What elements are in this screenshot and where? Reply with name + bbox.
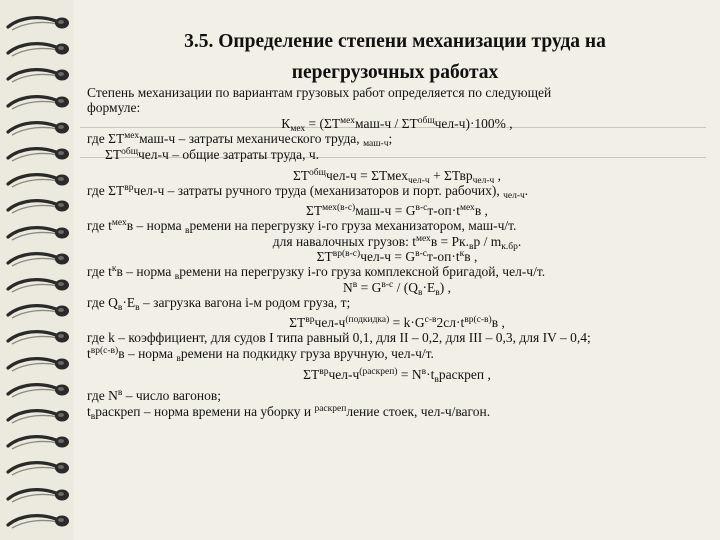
binding-ring-icon <box>6 171 72 189</box>
binding-ring-icon <box>6 40 72 58</box>
formula-raskrep: $\Sigma Т^{вр}чел-ч^{(раскреп)}$ = $N^в\cdot t_враскреп$ , <box>303 366 491 385</box>
binding-ring-icon <box>6 276 72 294</box>
binding-ring-icon <box>6 66 72 84</box>
binding-ring-icon <box>6 433 72 451</box>
binding-ring-icon <box>6 328 72 346</box>
definition-wagon-load: где $Q_в\cdot Е_в$ – загрузка вагона i-м родом груза, т; <box>87 295 351 314</box>
binding-ring-icon <box>6 93 72 111</box>
definition-k-coefficient: где k – коэффициент, для судов I типа равный 0,1, для II – 0,2, для III – 0,3, для IV – 0,4; <box>87 330 591 346</box>
binding-ring-icon <box>6 486 72 504</box>
binding-ring-icon <box>6 381 72 399</box>
intro-line-1: Степень механизации по вариантам грузовых работ определяется по следующей <box>87 85 552 100</box>
definition-total-labor: $\Sigma Т^{общ}чел-ч$ – общие затраты труда, ч. <box>105 146 320 162</box>
spiral-binding <box>0 0 74 540</box>
binding-ring-icon <box>6 512 72 530</box>
binding-ring-icon <box>6 197 72 215</box>
definition-mech-labor: где $\Sigma Т^{мех}маш-ч$ – затраты механического труда, $_{маш-ч}$; <box>87 131 393 150</box>
definition-tvr: $t^{вр(с-в)}в$ – норма $_в$ремени на подкидку груза вручную, чел-ч/т. <box>87 345 434 364</box>
definition-tmeh: где $t^{мех}в$ – норма $_в$ремени на перегрузку i-го груза механизатором, маш-ч/т. <box>87 218 517 237</box>
formula-total-labor: $\Sigma Т^{общ}чел-ч$ = ΣТмех$_{чел-ч}$ + ΣТвр$_{чел-ч}$ , <box>292 168 502 187</box>
formula-kmeh: $К_{мех} = (\Sigma Т^{мех}маш-ч / \Sigma Т^{общ}чел-ч)\cdot 100\%$ , <box>281 115 513 134</box>
intro-line-2: формуле: <box>87 100 141 116</box>
binding-ring-icon <box>6 407 72 425</box>
bulk-cargo-formula: для навалочных грузов: $t^{мех}в = Рк._вр / m_{к.бр}$. <box>272 233 522 252</box>
definition-tk: где $t^кв$ – норма $_в$ремени на перегрузку i-го груза комплексной бригадой, чел-ч/т. <box>87 264 546 283</box>
definition-traskrep: $t_враскреп$ – норма времени на уборку и $^{раскреп}$ление стоек, чел-ч/вагон. <box>87 403 491 422</box>
binding-ring-icon <box>6 302 72 320</box>
document-body <box>87 85 707 422</box>
page-title <box>100 26 690 88</box>
binding-ring-icon <box>6 14 72 32</box>
definition-wagon-number: где $N^в$ – число вагонов; <box>87 388 221 404</box>
binding-ring-icon <box>6 119 72 137</box>
binding-ring-icon <box>6 145 72 163</box>
formula-podkidka: $\Sigma Т^{вр}чел-ч^{(подкидка)} = k\cdot G^{с-в}2сл\cdot t^{вр(с-в)}в$ , <box>289 314 505 330</box>
binding-ring-icon <box>6 224 72 242</box>
definition-manual-labor: где $\Sigma Т^{вр}чел-ч$ – затраты ручного труда (механизаторов и порт. рабочих), $_{чел-ч}$. <box>87 183 529 202</box>
formula-wagon-count: $N^в = G^{в-с} / (Q_в\cdot Е_в)$ , <box>343 279 451 298</box>
binding-ring-icon <box>6 250 72 268</box>
formula-manual-wagon-ship: $\Sigma Т^{вр(в-с)}чел-ч = G^{в-с}т-оп\cdot t^кв$ , <box>316 249 478 265</box>
title-line-1: 3.5. Определение степени механизации труда на <box>184 31 606 52</box>
binding-ring-icon <box>6 355 72 373</box>
formula-mech-wagon-ship: $\Sigma Т^{мех(в-с)}маш-ч = G^{в-с}т-оп\cdot t^{мех}в$ , <box>306 202 488 218</box>
title-line-2: перегрузочных работах <box>291 62 499 83</box>
binding-ring-icon <box>6 459 72 477</box>
